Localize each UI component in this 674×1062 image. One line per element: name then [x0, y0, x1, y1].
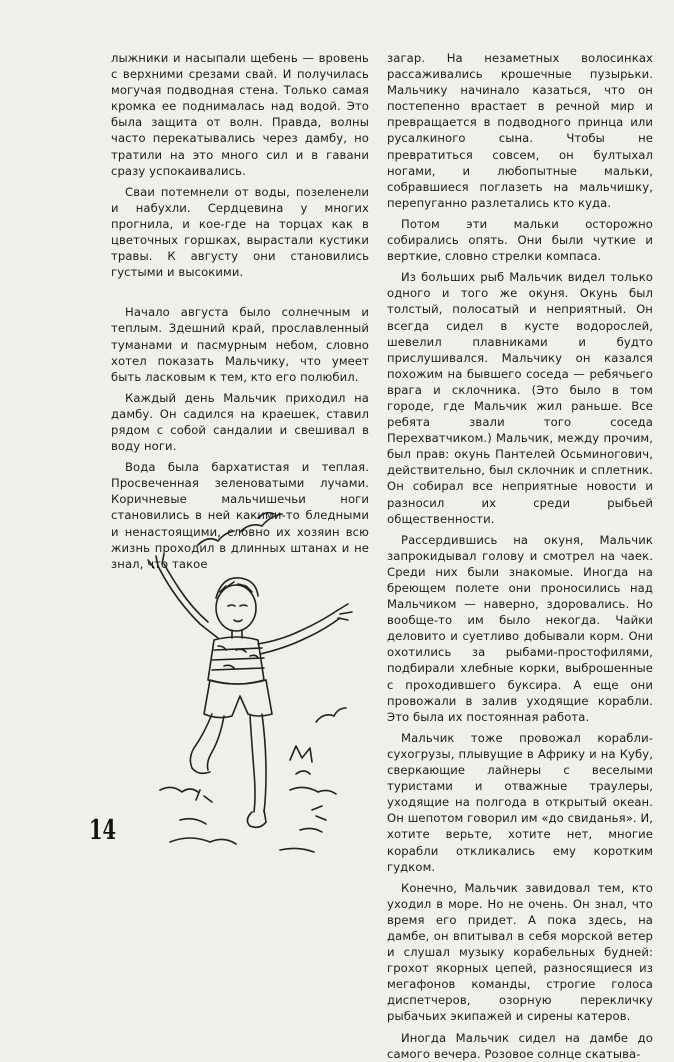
- paragraph: Из больших рыб Мальчик видел только одного и того же окуня. Окунь был толстый, полосатый и неприятный. Он всегда сидел в кусте водорослей, шевелил плавниками и будто прислушивался. Мальчику он казался похожим на бывшего соседа — ребячьего врага и склочника. (Это было в том городе, где Мальчик жил раньше. Все ребята звали того соседа Перехватчиком.) Мальчик, между прочим, был прав: окунь Пантелей Осьминогович, действительно, был склочник и сплетник. Он собирал все неприятные новости и разносил их среди рыбьей общественности.: [387, 270, 653, 526]
- seagull: [198, 531, 234, 545]
- boy-head: [216, 585, 256, 631]
- paragraph: Каждый день Мальчик приходил на дамбу. Он садился на краешек, ставил рядом с собой сандалии и свешивал в воду ноги.: [111, 390, 369, 454]
- paragraph: Вода была бархатистая и теплая. Просвеченная зеленоватыми лучами. Коричневые мальчишечьи ноги становились в ней какими-то бледными и ненастоящими, словно их хозяин всю жизнь проходил в длинных штанах и не знал, что такое: [111, 460, 369, 571]
- paragraph: Конечно, Мальчик завидовал тем, кто уходил в море. Но не очень. Он знал, что время его придет. А пока здесь, на дамбе, он впитывал в себя морской ветер и слушал музыку корабельных будней: грохот якорных цепей, разносящиеся из мегафонов команды, строгие голоса диспетчеров, озорную перекличку рыбачьих экипажей и сирены катеров.: [387, 880, 653, 1024]
- boy-hand-left: [148, 554, 164, 568]
- paragraph: лыжники и насыпали щебень — вровень с верхними срезами свай. И получилась могучая подводная стена. Только самая кромка ее поднималась над водой. Это была защита от волн. Правда, волны часто перекатывались через дамбу, но тратили на это много сил и в гавани сразу успокаивались.: [111, 51, 369, 178]
- seagull: [316, 708, 346, 722]
- paragraph: Начало августа было солнечным и теплым. Здешний край, прославленный туманами и пасмурным небом, словно хотел показать Мальчику, что умеет быть ласковым к тем, кто его полюбил.: [111, 305, 369, 384]
- boy-leg-left: [190, 714, 224, 770]
- paragraph: Сваи потемнели от воды, позеленели и набухли. Сердцевина у многих прогнила, и кое-где на торцах как в цветочных горшках, вырастали кустики травы. К августу они становились густыми и высокими.: [111, 184, 369, 280]
- paragraph: Мальчик тоже провожал корабли-сухогрузы, плывущие в Африку и на Кубу, сверкающие лайнеры с веселыми туристами и отважные траулеры, уходящие на полгода в открытый океан. Он шепотом говорил им «до свиданья». И, хотите верьте, хотите нет, многие корабли откликались ему коротким гудком.: [387, 730, 654, 874]
- paragraph: Иногда Мальчик сидел на дамбе до самого вечера. Розовое солнце скатыва-: [387, 1030, 653, 1061]
- paragraph: Рассердившись на окуня, Мальчик запрокидывал голову и смотрел на чаек. Среди них были знакомые. Иногда на бреющем полете они проносились над Мальчиком — наверно, здоровались. Но вообще-то им было некогда. Чайки деловито и суетливо добывали корм. Они охотились за рыбами-простофилями, подбирали хлебные корки, выброшенные с проходившего буксира. А еще они провожали в залив уходящие корабли. Это была их постоянная работа.: [387, 532, 653, 724]
- paragraph: Потом эти мальки осторожно собирались опять. Они были чуткие и верткие, словно стрелки компаса.: [387, 216, 653, 264]
- boy-shorts: [204, 680, 272, 718]
- boy-leg-right: [250, 714, 266, 812]
- right-text-column: [387, 50, 653, 1062]
- page-number: 14: [89, 815, 117, 846]
- paragraph: загар. На незаметных волосинках рассаживались крошечные пузырьки. Мальчику начинало казаться, что он постепенно врастает в речной мир и превращается в подводного принца или русалкиного сына. Чтобы не превратиться совсем, он бултыхал ногами, и любопытные мальки, собравшиеся поглазеть на мальчишку, перепуганно разлетались кто куда.: [387, 51, 653, 210]
- seagull: [240, 514, 282, 532]
- boy-with-seagulls-illustration: [140, 490, 380, 870]
